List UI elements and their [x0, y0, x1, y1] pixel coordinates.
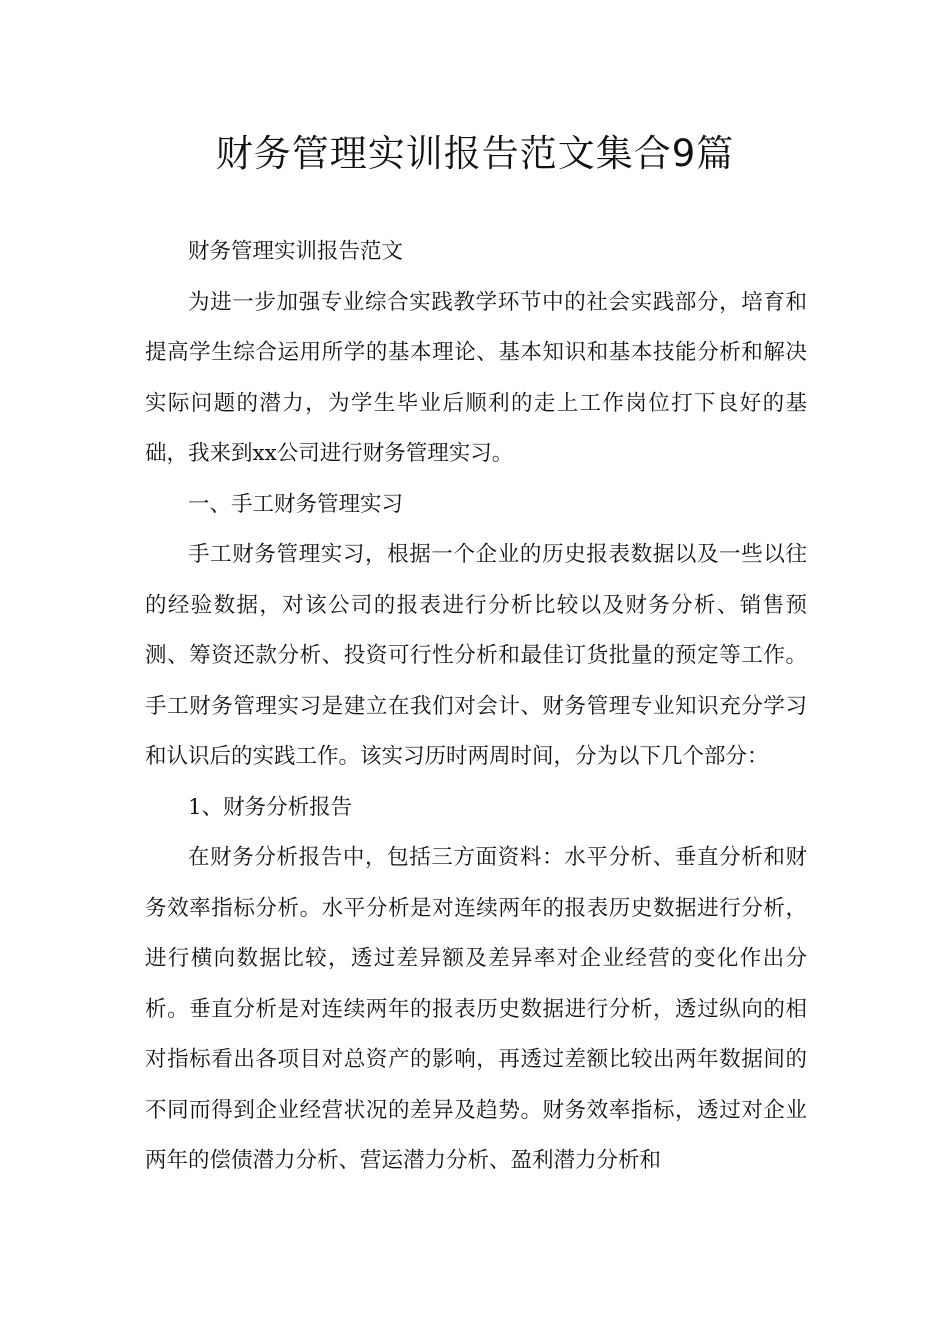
body-paragraph: 为进一步加强专业综合实践教学环节中的社会实践部分，培育和提高学生综合运用所学的基本理论、基本知识和基本技能分析和解决实际问题的潜力，为学生毕业后顺利的走上工作岗位打下良好的基础，我来到xx公司进行财务管理实习。 [145, 289, 807, 466]
body-paragraph: 手工财务管理实习，根据一个企业的历史报表数据以及一些以往的经验数据，对该公司的报表进行分析比较以及财务分析、销售预测、筹资还款分析、投资可行性分析和最佳订货批量的预定等工作。手工财务管理实习是建立在我们对会计、财务管理专业知识充分学习和认识后的实践工作。该实习历时两周时间，分为以下几个部分： [145, 542, 807, 769]
document-body [145, 227, 807, 1187]
section-heading: 财务管理实训报告范文 [188, 239, 404, 264]
body-paragraph: 在财务分析报告中，包括三方面资料：水平分析、垂直分析和财务效率指标分析。水平分析是对连续两年的报表历史数据进行分析，进行横向数据比较，透过差异额及差异率对企业经营的变化作出分析。垂直分析是对连续两年的报表历史数据进行分析，透过纵向的相对指标看出各项目对总资产的影响，再透过差额比较出两年数据间的不同而得到企业经营状况的差异及趋势。财务效率指标，透过对企业两年的偿债潜力分析、营运潜力分析、盈利潜力分析和 [145, 845, 807, 1173]
document-title: 财务管理实训报告范文集合9篇 [215, 132, 735, 175]
section-heading: 一、手工财务管理实习 [188, 491, 404, 517]
section-heading: 1、财务分析报告 [188, 794, 353, 820]
